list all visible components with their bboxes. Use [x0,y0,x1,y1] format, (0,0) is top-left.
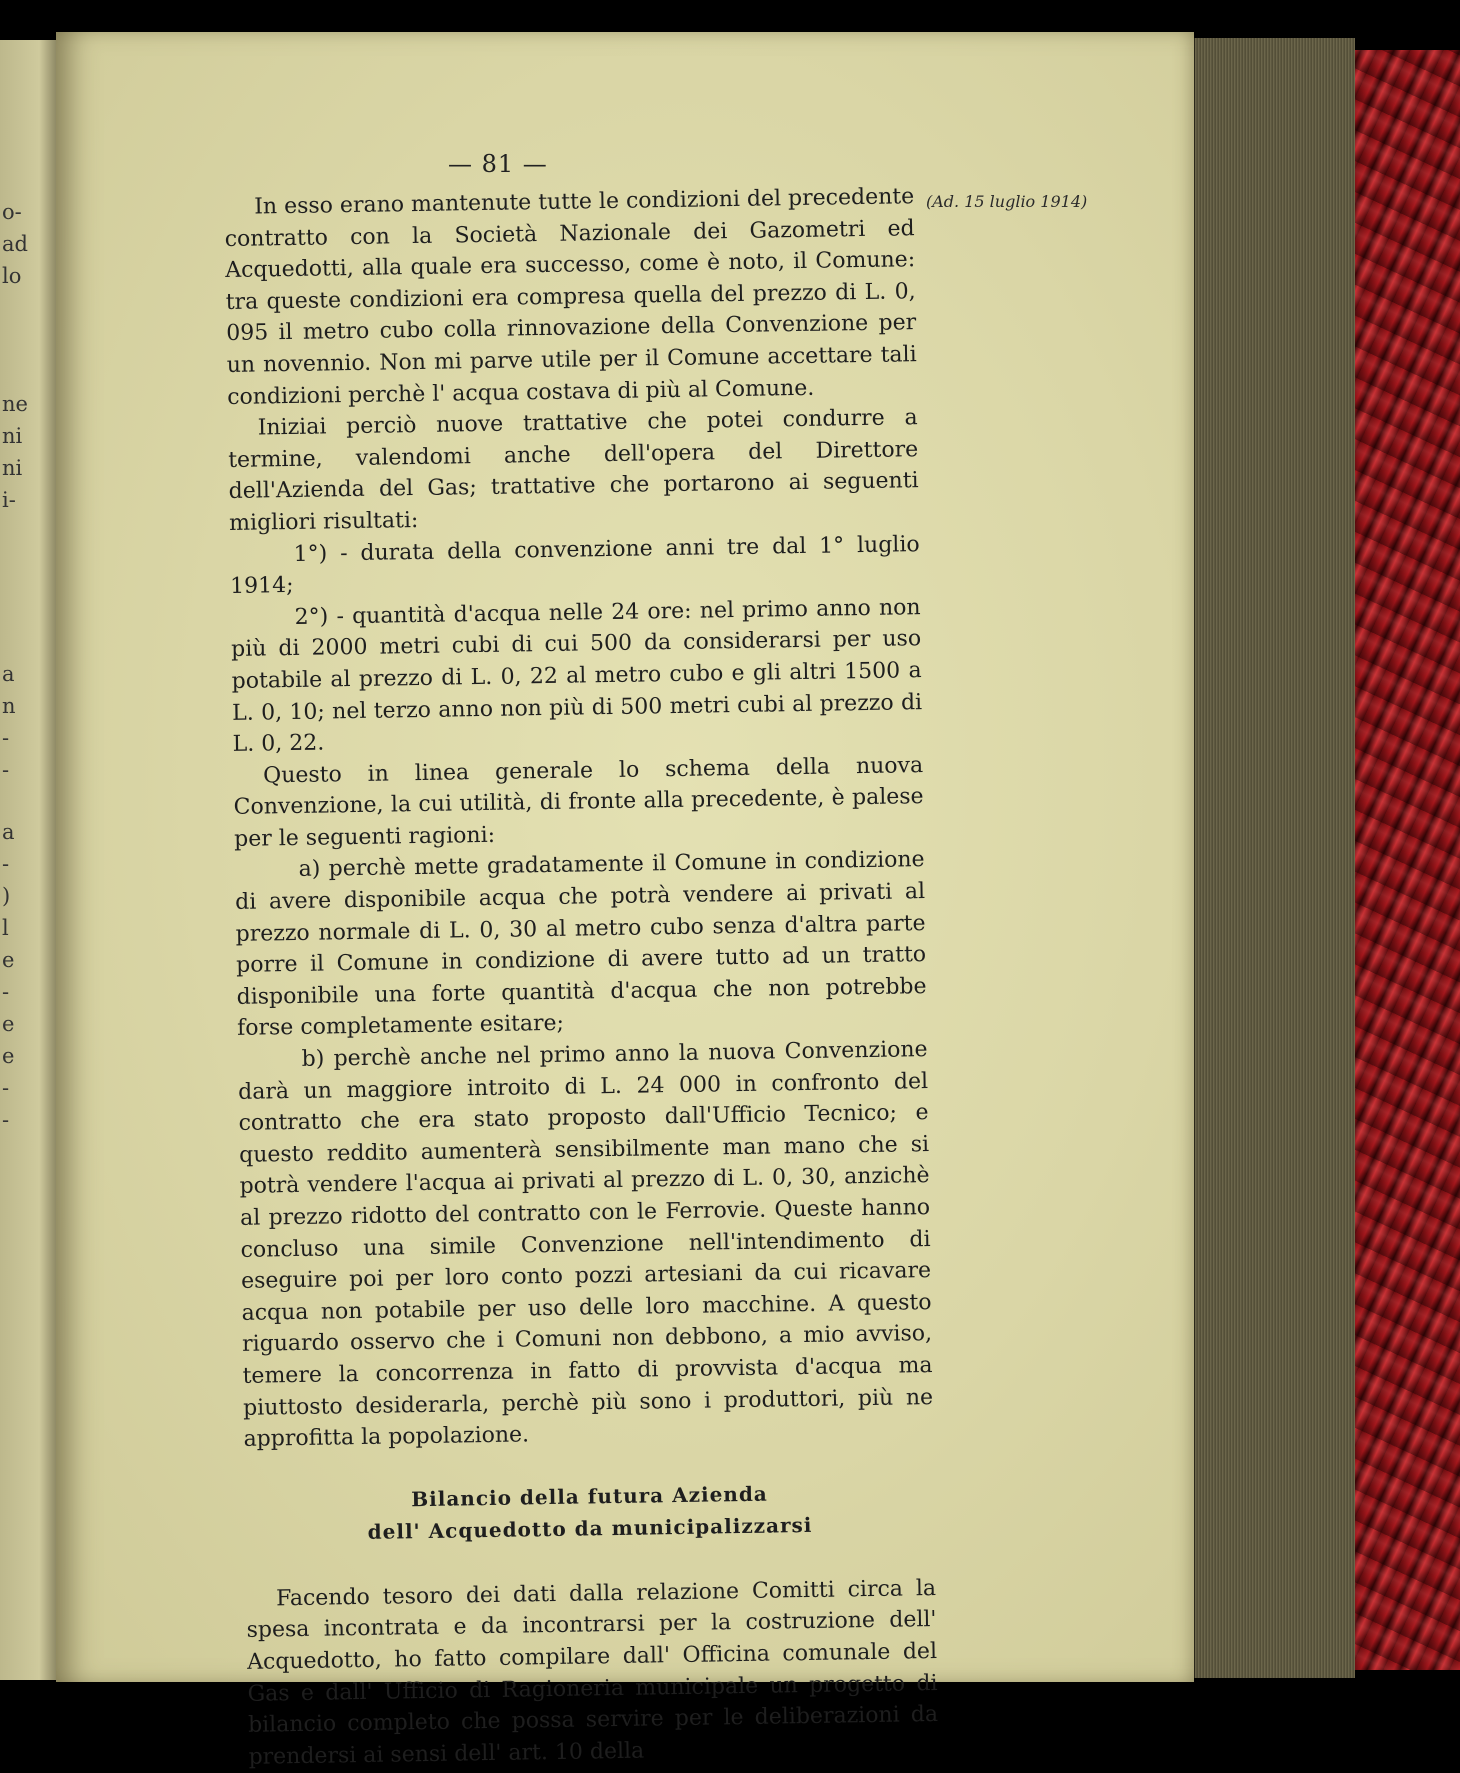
paragraph: Questo in linea generale lo schema della nuova Convenzione, la cui utilità, di fronte alla precedente, è palese per le seguenti ragioni: [233,752,924,852]
left-page-text-fragment: - [2,1076,10,1100]
left-page-text-fragment: - [2,726,10,750]
paragraph: In esso erano mantenute tutte le condizioni del precedente contratto con la Società Nazionale dei Gazometri ed Acquedotti, alla quale era successo, come è noto, il Comune: tra queste condizioni era compresa quella del prezzo di L. 0, 095 il metro cubo colla rinnovazione della Convenzione per un novennio. Non mi parve utile per il Comune accettare tali condizioni perchè l' acqua costava di più al Comune. [224,184,917,410]
left-page-text-fragment: ni [2,456,23,480]
list-item: 1°) - durata della convenzione anni tre dal 1° luglio 1914; [230,531,920,600]
list-item: 2°) - quantità d'acqua nelle 24 ore: nel primo anno non più di 2000 metri cubi di cui 500 da considerarsi per uso potabile al prezzo di L. 0, 22 al metro cubo e gli altri 1500 a L. 0, 10; nel terzo anno non più di 500 metri cubi al prezzo di L. 0, 22. [230,594,923,758]
paragraph: Facendo tesoro dei dati dalla relazione Comitti circa la spesa incontrata e da incontrarsi per la costruzione dell' Acquedotto, ho fatto compilare dall' Officina comunale del Gas e dall' Ufficio di Ragioneria municipale un progetto di bilancio completo che possa servire per le deliberazioni da prendersi ai sensi dell' art. 10 della [246,1575,939,1770]
section-heading [244,1475,935,1550]
left-page-text-fragment: l [2,916,9,940]
left-page-text-fragment: lo [2,264,22,288]
heading-line: dell' Acquedotto da municipalizzarsi [367,1512,813,1544]
left-page-text-fragment: e [2,948,15,972]
left-page-text-fragment: - [2,980,10,1004]
book-page [56,32,1194,1770]
list-item: a) perchè mette gradatamente il Comune in condizione di avere disponibile acqua che potrà vendere ai privati al prezzo normale di L. 0, 30 al metro cubo senza d'altra parte porre il Comune in condizione di avere tutto ad un tratto disponibile una forte quantità d'acqua che non potrebbe forse completamente esitare; [234,847,927,1042]
left-page-text-fragment: - [2,758,10,782]
page-body [224,181,939,1773]
left-page-text-fragment: e [2,1012,15,1036]
page-number: — 81 — [448,150,548,178]
margin-note: (Ad. 15 luglio 1914) [926,192,1088,211]
left-page-text-fragment: - [2,1108,10,1132]
left-page-text-fragment: a [2,662,15,686]
left-page-text-fragment: a [2,820,15,844]
page-edges [1192,38,1355,1678]
paragraph: Iniziai perciò nuove trattative che potei condurre a termine, valendomi anche dell'opera del Direttore dell'Azienda del Gas; trattative che portarono ai seguenti migliori risultati: [228,405,919,536]
list-item: b) perchè anche nel primo anno la nuova Convenzione darà un maggiore introito di L. 24 000 in confronto del contratto che era stato proposto dall'Ufficio Tecnico; e questo reddito aumenterà sensibilmente man mano che si potrà vendere l'acqua ai privati al prezzo di L. 0, 30, anzichè al prezzo ridotto del contratto con le Ferrovie. Queste hanno concluso una simile Convenzione nell'intendimento di eseguire poi per loro conto pozzi artesiani da cui ricavare acqua non potabile per uso delle loro macchine. A questo riguardo osservo che i Comuni non debbono, a mio avviso, temere la concorrenza in fatto di provvista d'acqua ma piuttosto desiderarla, perchè più sono i produttori, più ne approfitta la popolazione. [237,1037,934,1453]
left-page-text-fragment: e [2,1044,15,1068]
left-page-text-fragment: ni [2,424,23,448]
left-page-text-fragment: ad [2,232,28,256]
left-page-text-fragment: ne [2,392,28,416]
heading-line: Bilancio della futura Azienda [411,1481,768,1511]
left-page-text-fragment: n [2,694,16,718]
left-page-text-fragment: ) [2,884,11,908]
left-page-text-fragment: o- [2,200,22,224]
left-page-text-fragment: i- [2,488,16,512]
left-page-text-fragment: - [2,852,10,876]
left-page-fragment [0,40,56,1680]
